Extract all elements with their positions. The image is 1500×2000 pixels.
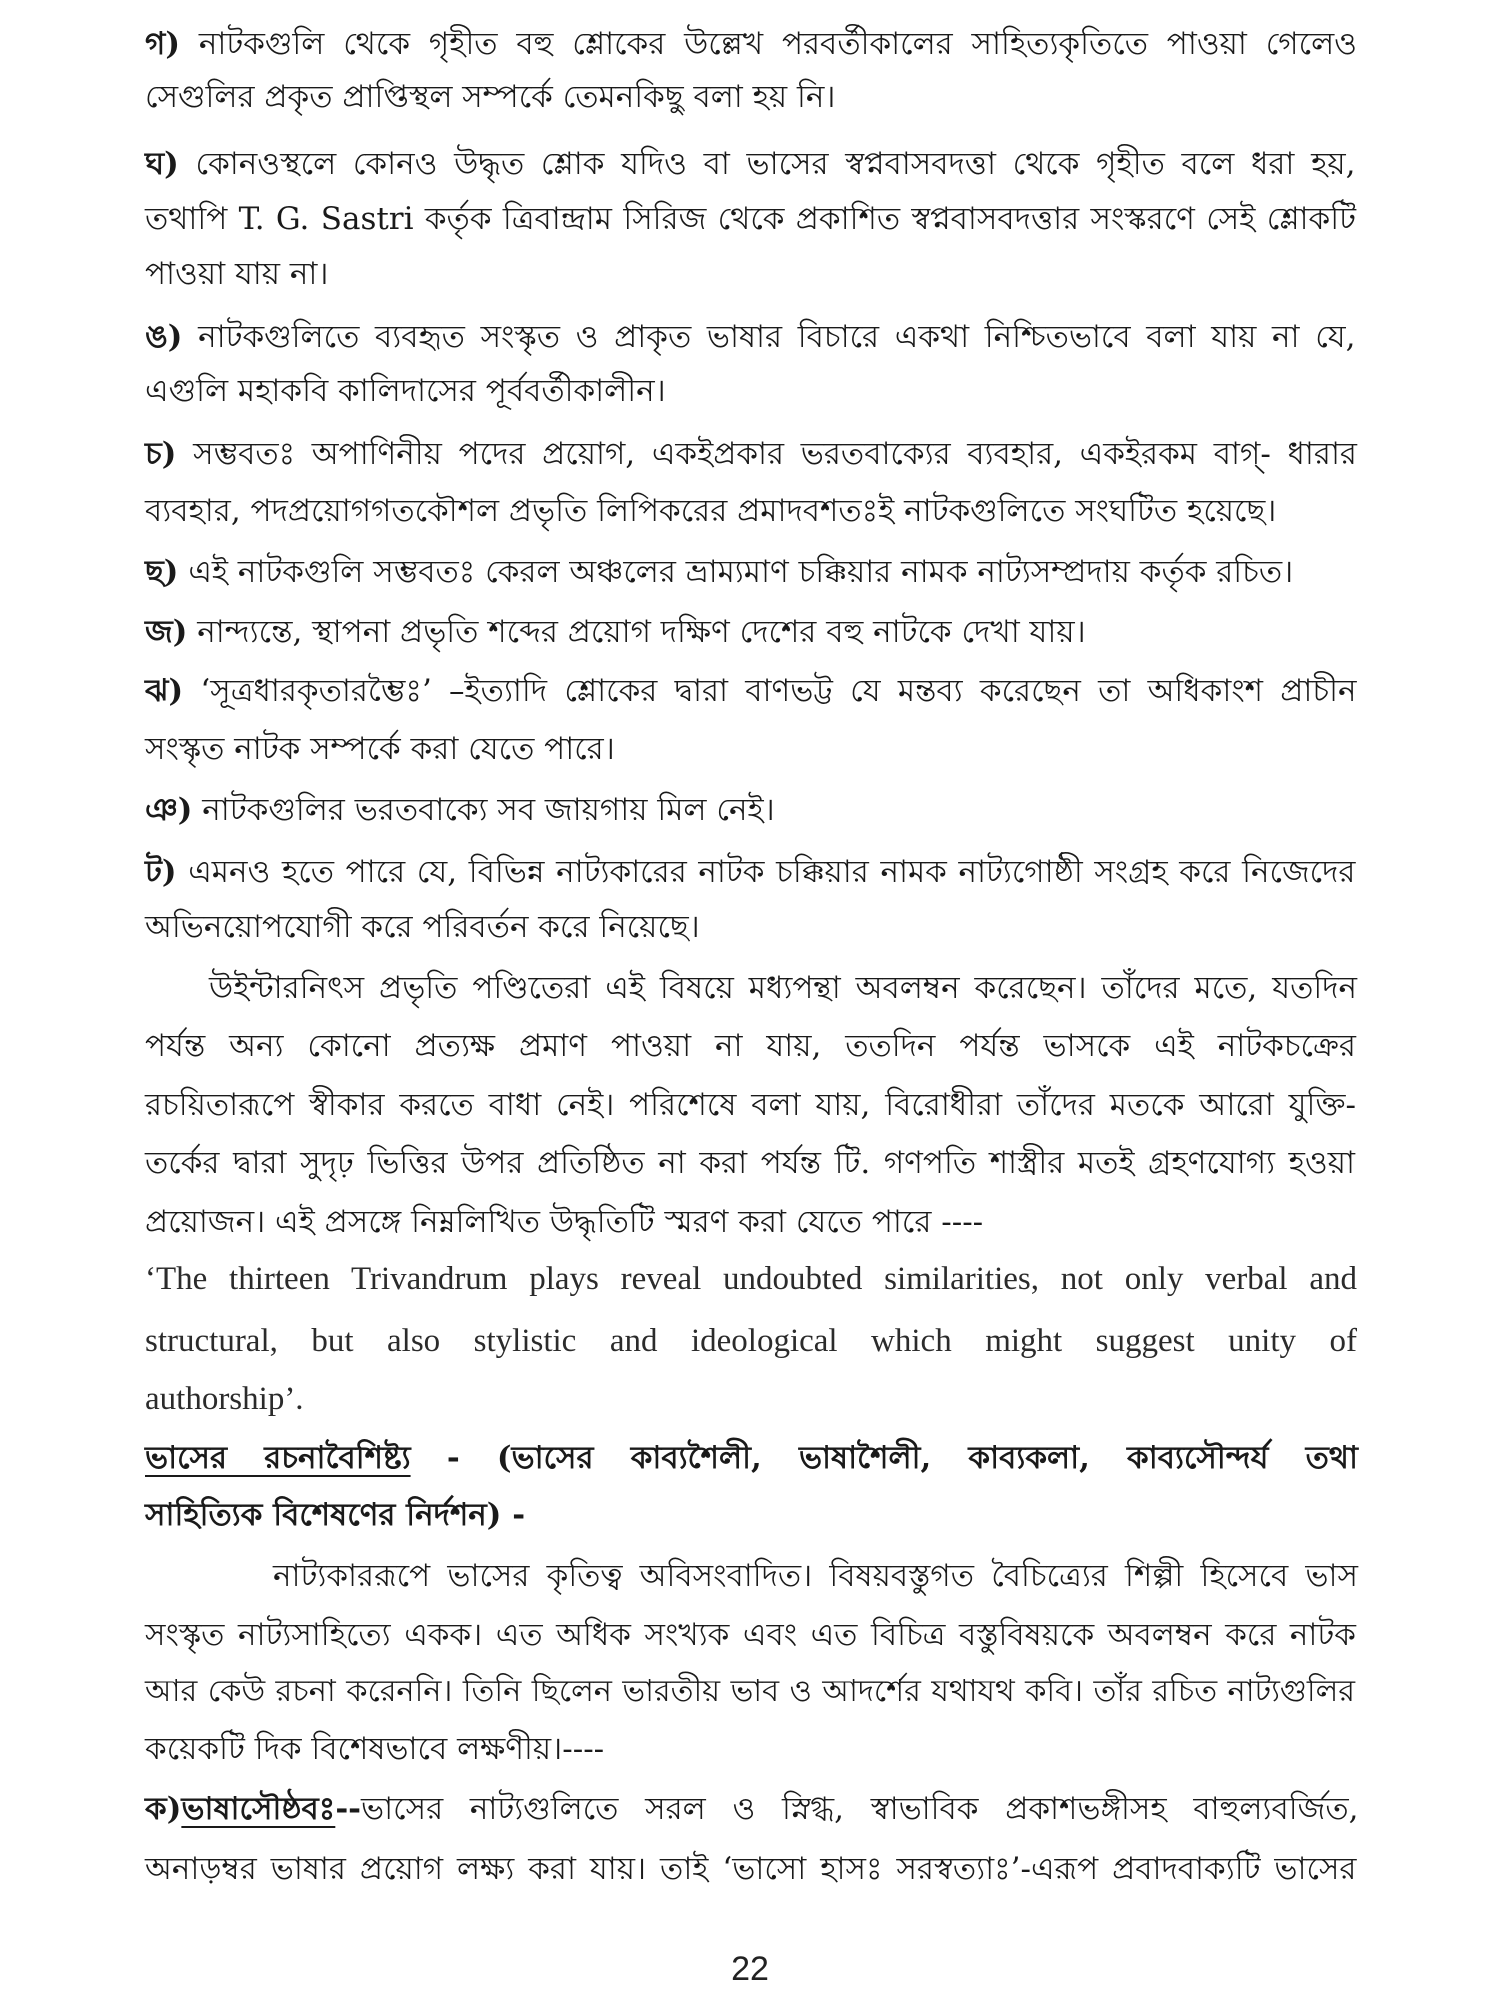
line-content (145, 79, 836, 115)
point-text: পাওয়া যায় না। (145, 256, 329, 292)
point-text: এগুলি মহাকবি কালিদাসের পূর্ববর্তীকালীন। (145, 373, 666, 409)
point-text: অভিনয়োপযোগী করে পরিবর্তন করে নিয়েছে। (145, 909, 700, 945)
section-intro-text: সংস্কৃত নাট্যসাহিত্যে একক। এত অধিক সংখ্যক এবং এত বিচিত্র বস্তুবিষয়কে অবলম্বন করে নাটক (145, 1617, 1356, 1653)
section-intro-line (145, 1607, 1362, 1663)
point-label: ছ) (145, 554, 179, 590)
point-label: ঞ) (145, 792, 193, 828)
quotation-text: authorship’. (145, 1381, 304, 1417)
point-label: ঘ) (145, 146, 179, 182)
point-text: তথাপি T. G. Sastri কর্তৃক ত্রিবান্দ্রাম সিরিজ থেকে প্রকাশিত স্বপ্নবাসবদত্তার সংস্করণে সেই শ্লোকটি (145, 201, 1356, 237)
feature-separator: -- (335, 1791, 362, 1827)
line-content (145, 26, 1357, 62)
section-heading-subtitle: - (ভাসের কাব্যশৈলী, ভাষাশৈলী, কাব্যকলা, কাব্যসৌন্দর্য তথা (446, 1440, 1358, 1476)
section-heading-line (145, 1487, 1362, 1543)
point-text: নাটকগুলিতে ব্যবহৃত সংস্কৃত ও প্রাকৃত ভাষার বিচারে একথা নিশ্চিতভাবে বলা যায় না যে, (198, 319, 1356, 355)
point-line (145, 782, 1362, 838)
point-text: নান্দ্যন্তে, স্থাপনা প্রভৃতি শব্দের প্রয়োগ দক্ষিণ দেশের বহু নাটকে দেখা যায়। (197, 614, 1086, 650)
line-content (145, 1851, 1357, 1887)
discussion-text: রচয়িতারূপে স্বীকার করতে বাধা নেই। পরিশেষে বলা যায়, বিরোধীরা তাঁদের মতকে আরো যুক্তি- (145, 1087, 1356, 1123)
quotation-line (145, 1313, 1362, 1369)
section-heading-subtitle: সাহিত্যিক বিশেষণের নির্দশন) - (145, 1497, 526, 1533)
point-label: ঙ) (145, 319, 183, 355)
point-line (145, 136, 1362, 192)
point-text: নাটকগুলি থেকে গৃহীত বহু শ্লোকের উল্লেখ পরবর্তীকালের সাহিত্যকৃতিতে পাওয়া গেলেও (198, 26, 1357, 62)
section-intro-text: আর কেউ রচনা করেননি। তিনি ছিলেন ভারতীয় ভাব ও আদর্শের যথাযথ কবি। তাঁর রচিত নাট্যগুলির (145, 1674, 1355, 1709)
line-content (145, 146, 1356, 182)
line-content (145, 614, 1086, 650)
discussion-line (145, 1077, 1362, 1133)
point-label: ট) (145, 854, 177, 890)
line-content (145, 1497, 525, 1533)
point-line (145, 69, 1362, 125)
line-content (145, 731, 615, 767)
discussion-text: পর্যন্ত অন্য কোনো প্রত্যক্ষ প্রমাণ পাওয়া না যায়, ততদিন পর্যন্ত ভাসকে এই নাটকচক্রের (145, 1028, 1356, 1064)
feature-line (145, 1781, 1362, 1837)
quotation-line (145, 1251, 1362, 1307)
discussion-line (145, 1194, 1362, 1250)
section-heading-line (145, 1430, 1362, 1486)
point-text: নাটকগুলির ভরতবাক্যে সব জায়গায় মিল নেই। (202, 792, 775, 828)
line-content (145, 1731, 604, 1767)
point-line (145, 483, 1362, 539)
line-content (145, 493, 1276, 529)
line-content (145, 201, 1356, 237)
point-text: ‘সূত্রধারকৃতারম্ভৈঃ’ –ইত্যাদি শ্লোকের দ্বারা বাণভট্ট যে মন্তব্য করেছেন তা অধিকাংশ প্রাচীন (200, 673, 1357, 709)
line-content (145, 436, 1357, 472)
point-text: সম্ভবতঃ অপাণিনীয় পদের প্রয়োগ, একইপ্রকার ভরতবাক্যের ব্যবহার, একইরকম বাগ্- ধারার (193, 436, 1357, 472)
point-line (145, 363, 1362, 419)
point-line (145, 721, 1362, 777)
page-number: 22 (731, 1950, 769, 1988)
section-intro-text: নাট্যকাররূপে ভাসের কৃতিত্ব অবিসংবাদিত। বিষয়বস্তুগত বৈচিত্র্যের শিল্পী হিসেবে ভাস (273, 1558, 1358, 1594)
discussion-line (145, 960, 1362, 1016)
point-line (145, 663, 1362, 719)
point-line (145, 604, 1362, 660)
point-label: ঝ) (145, 673, 184, 709)
point-line (145, 544, 1362, 600)
point-line (145, 899, 1362, 955)
section-intro-line (145, 1548, 1362, 1604)
point-text: এই নাটকগুলি সম্ভবতঃ কেরল অঞ্চলের ভ্রাম্যমাণ চক্কিয়ার নামক নাট্যসম্প্রদায় কর্তৃক রচিত। (188, 554, 1294, 590)
section-heading-title: ভাসের রচনাবৈশিষ্ট্য (145, 1440, 411, 1476)
point-line (145, 426, 1362, 482)
point-line (145, 844, 1362, 900)
line-content (145, 319, 1356, 355)
line-content (145, 1791, 1359, 1827)
line-content (145, 373, 666, 409)
line-content (145, 1261, 1357, 1297)
line-content (145, 909, 700, 945)
section-intro-line (145, 1721, 1362, 1777)
line-content (145, 1674, 1355, 1709)
line-content (145, 1440, 1358, 1476)
feature-text: ভাসের নাট্যগুলিতে সরল ও স্নিগ্ধ, স্বাভাবিক প্রকাশভঙ্গীসহ বাহুল্যবর্জিত, (361, 1791, 1359, 1827)
line-content (145, 1087, 1356, 1123)
quotation-text: ‘The thirteen Trivandrum plays reveal undoubted similarities, not only verbal and (145, 1261, 1357, 1297)
line-content (145, 554, 1293, 590)
line-content (145, 673, 1357, 709)
point-text: ব্যবহার, পদপ্রয়োগগতকৌশল প্রভৃতি লিপিকরের প্রমাদবশতঃই নাটকগুলিতে সংঘটিত হয়েছে। (145, 493, 1277, 529)
quotation-text: structural, but also stylistic and ideological which might suggest unity of (145, 1323, 1357, 1359)
line-content (145, 1381, 304, 1417)
point-line (145, 309, 1362, 365)
point-label: গ) (145, 26, 180, 62)
section-intro-line (145, 1664, 1362, 1720)
feature-line (145, 1841, 1362, 1897)
line-content (145, 1028, 1356, 1064)
feature-title: ভাষাসৌষ্ঠবঃ (181, 1791, 336, 1827)
feature-label: ক) (145, 1791, 182, 1827)
line-content (209, 970, 1357, 1006)
point-text: সেগুলির প্রকৃত প্রাপ্তিস্থল সম্পর্কে তেমনকিছু বলা হয় নি। (145, 79, 836, 115)
feature-text: অনাড়ম্বর ভাষার প্রয়োগ লক্ষ্য করা যায়। তাই ‘ভাসো হাসঃ সরস্বত্যাঃ’-এরূপ প্রবাদবাক্যটি ভাসের (145, 1851, 1357, 1887)
section-intro-text: কয়েকটি দিক বিশেষভাবে লক্ষণীয়।---- (145, 1731, 605, 1767)
point-text: কোনওস্থলে কোনও উদ্ধৃত শ্লোক যদিও বা ভাসের স্বপ্নবাসবদত্তা থেকে গৃহীত বলে ধরা হয়, (195, 146, 1356, 182)
line-content (145, 1323, 1357, 1359)
line-content (145, 792, 775, 828)
discussion-text: উইন্টারনিৎস প্রভৃতি পণ্ডিতেরা এই বিষয়ে মধ্যপন্থা অবলম্বন করেছেন। তাঁদের মতে, যতদিন (209, 970, 1357, 1006)
discussion-line (145, 1018, 1362, 1074)
line-content (145, 1204, 983, 1240)
point-label: চ) (145, 436, 177, 472)
discussion-text: তর্কের দ্বারা সুদৃঢ় ভিত্তির উপর প্রতিষ্ঠিত না করা পর্যন্ত টি. গণপতি শাস্ত্রীর মতই গ্রহণযোগ্য হওয়া (145, 1145, 1355, 1181)
line-content (273, 1558, 1358, 1594)
point-line (145, 246, 1362, 302)
point-label: জ) (145, 614, 188, 650)
discussion-text: প্রয়োজন। এই প্রসঙ্গে নিম্নলিখিত উদ্ধৃতিটি স্মরণ করা যেতে পারে ---- (145, 1204, 984, 1240)
quotation-line (145, 1371, 1362, 1427)
point-line (145, 16, 1362, 72)
line-content (145, 1145, 1355, 1181)
point-text: এমনও হতে পারে যে, বিভিন্ন নাট্যকারের নাটক চক্কিয়ার নামক নাট্যগোষ্ঠী সংগ্রহ করে নিজেদের (188, 854, 1356, 890)
line-content (145, 1617, 1356, 1653)
discussion-line (145, 1135, 1362, 1191)
point-text: সংস্কৃত নাটক সম্পর্কে করা যেতে পারে। (145, 731, 615, 767)
point-line (145, 191, 1362, 247)
line-content (145, 854, 1355, 890)
line-content (145, 256, 329, 292)
